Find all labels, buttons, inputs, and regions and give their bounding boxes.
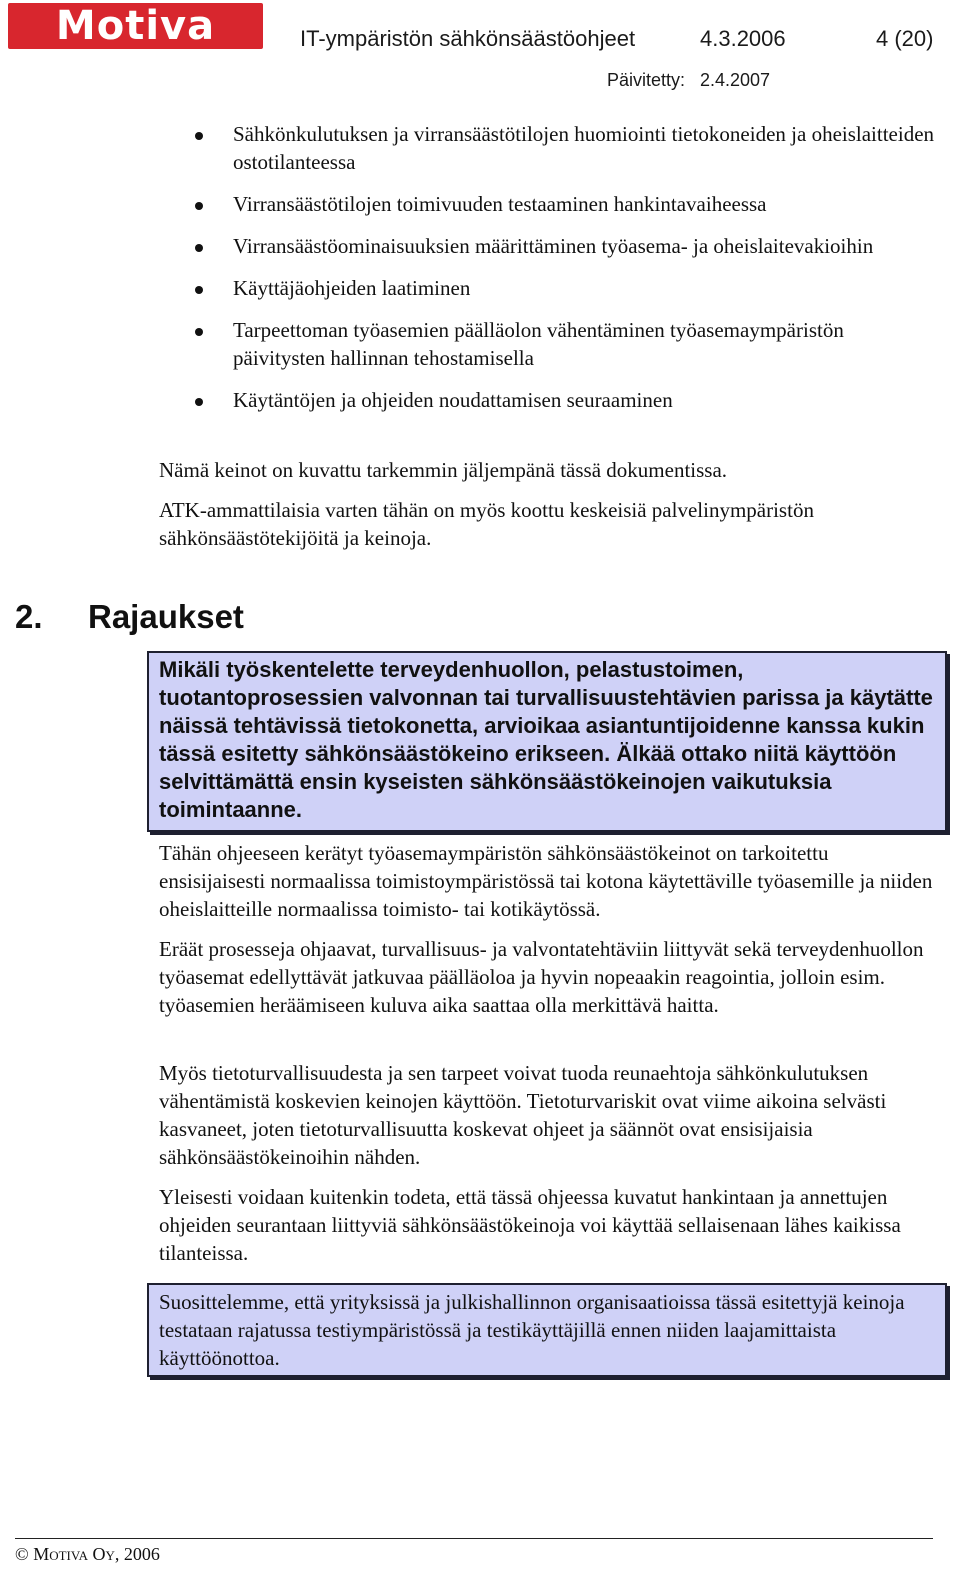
measures-list <box>195 120 935 428</box>
section-title: Rajaukset <box>88 598 244 635</box>
body-paragraph: Myös tietoturvallisuudesta ja sen tarpeet voivat tuoda reunaehtoja sähkönkulutuksen vähentämistä koskevien keinojen käyttöön. Tietoturvariskit ovat viime aikoina selvästi kasvaneet, joten tietoturvallisuutta koskevat ohjeet ja säännöt ovat ensisijaisia sähkönsäästökeinoihin nähden. <box>159 1061 887 1169</box>
warning-text: Mikäli työskentelette terveydenhuollon, pelastustoimen, tuotantoprosessien valvonnan tai turvallisuustehtävien parissa ja käytätte näissä tehtävissä tietokonetta, arvioikaa asiantuntijoidenne kanssa kukin tässä esitetty sähkönsäästökeino erikseen. Älkää ottako niitä käyttöön selvittämättä ensin kyseisten sähkönsäästökeinojen vaikutuksia toimintaanne. <box>159 657 933 822</box>
recommendation-box <box>147 1283 947 1377</box>
section-heading <box>15 598 244 636</box>
section-number: 2. <box>15 598 43 635</box>
document-date: 4.3.2006 <box>700 26 786 51</box>
footer-divider <box>15 1538 933 1539</box>
list-item: Käytäntöjen ja ohjeiden noudattamisen seuraaminen <box>195 386 935 414</box>
body-paragraph: Eräät prosesseja ohjaavat, turvallisuus- ja valvontatehtäviin liittyvät sekä terveydenhuollon työasemat edellyttävät jatkuvaa päälläoloa ja hyvin nopeaakin reagointia, jolloin esim. työasemien heräämiseen kuluva aika saattaa olla merkittävä haitta. <box>159 937 924 1017</box>
list-item: Käyttäjäohjeiden laatiminen <box>195 274 935 302</box>
recommendation-text: Suosittelemme, että yrityksissä ja julkishallinnon organisaatioissa tässä esitettyjä keinoja testataan rajatussa testiympäristössä ja testikäyttäjillä ennen niiden laajamittaista käyttöönottoa. <box>159 1290 905 1370</box>
body-paragraph: Yleisesti voidaan kuitenkin todeta, että tässä ohjeessa kuvatut hankintaan ja annettujen ohjeiden seurantaan liittyviä sähkönsäästökeinoja voi käyttää sellaisenaan lähes kaikissa tilanteissa. <box>159 1185 901 1265</box>
list-item: Virransäästötilojen toimivuuden testaaminen hankintavaiheessa <box>195 190 935 218</box>
document-title: IT-ympäristön sähkönsäästöohjeet <box>300 26 636 51</box>
list-item: Sähkönkulutuksen ja virransäästötilojen huomiointi tietokoneiden ja oheislaitteiden ostotilanteessa <box>195 120 935 176</box>
footer <box>15 1544 160 1565</box>
intro-paragraph: Nämä keinot on kuvattu tarkemmin jäljempänä tässä dokumentissa. <box>159 458 728 482</box>
footer-company: Motiva Oy <box>33 1544 115 1564</box>
motiva-logo <box>8 3 263 49</box>
logo-text: Motiva <box>55 3 216 49</box>
copyright-symbol: © <box>15 1544 34 1564</box>
list-item: Tarpeettoman työasemien päälläolon vähentäminen työasemaympäristön päivitysten hallinnan tehostamisella <box>195 316 935 372</box>
intro-paragraph: ATK-ammattilaisia varten tähän on myös koottu keskeisiä palvelinympäristön sähkönsäästötekijöitä ja keinoja. <box>159 498 814 550</box>
warning-box <box>147 651 947 832</box>
page-number: 4 (20) <box>876 26 934 51</box>
body-paragraph: Tähän ohjeeseen kerätyt työasemaympäristön sähkönsäästökeinot on tarkoitettu ensisijaisesti normaalissa toimistoympäristössä tai kotona käytettäville työasemille ja niiden oheislaitteille normaalissa toimisto- tai kotikäytössä. <box>159 841 933 921</box>
footer-year: , 2006 <box>114 1544 160 1564</box>
updated-label: Päivitetty: <box>607 70 686 90</box>
list-item: Virransäästöominaisuuksien määrittäminen työasema- ja oheislaitevakioihin <box>195 232 935 260</box>
updated-date: 2.4.2007 <box>700 70 771 90</box>
